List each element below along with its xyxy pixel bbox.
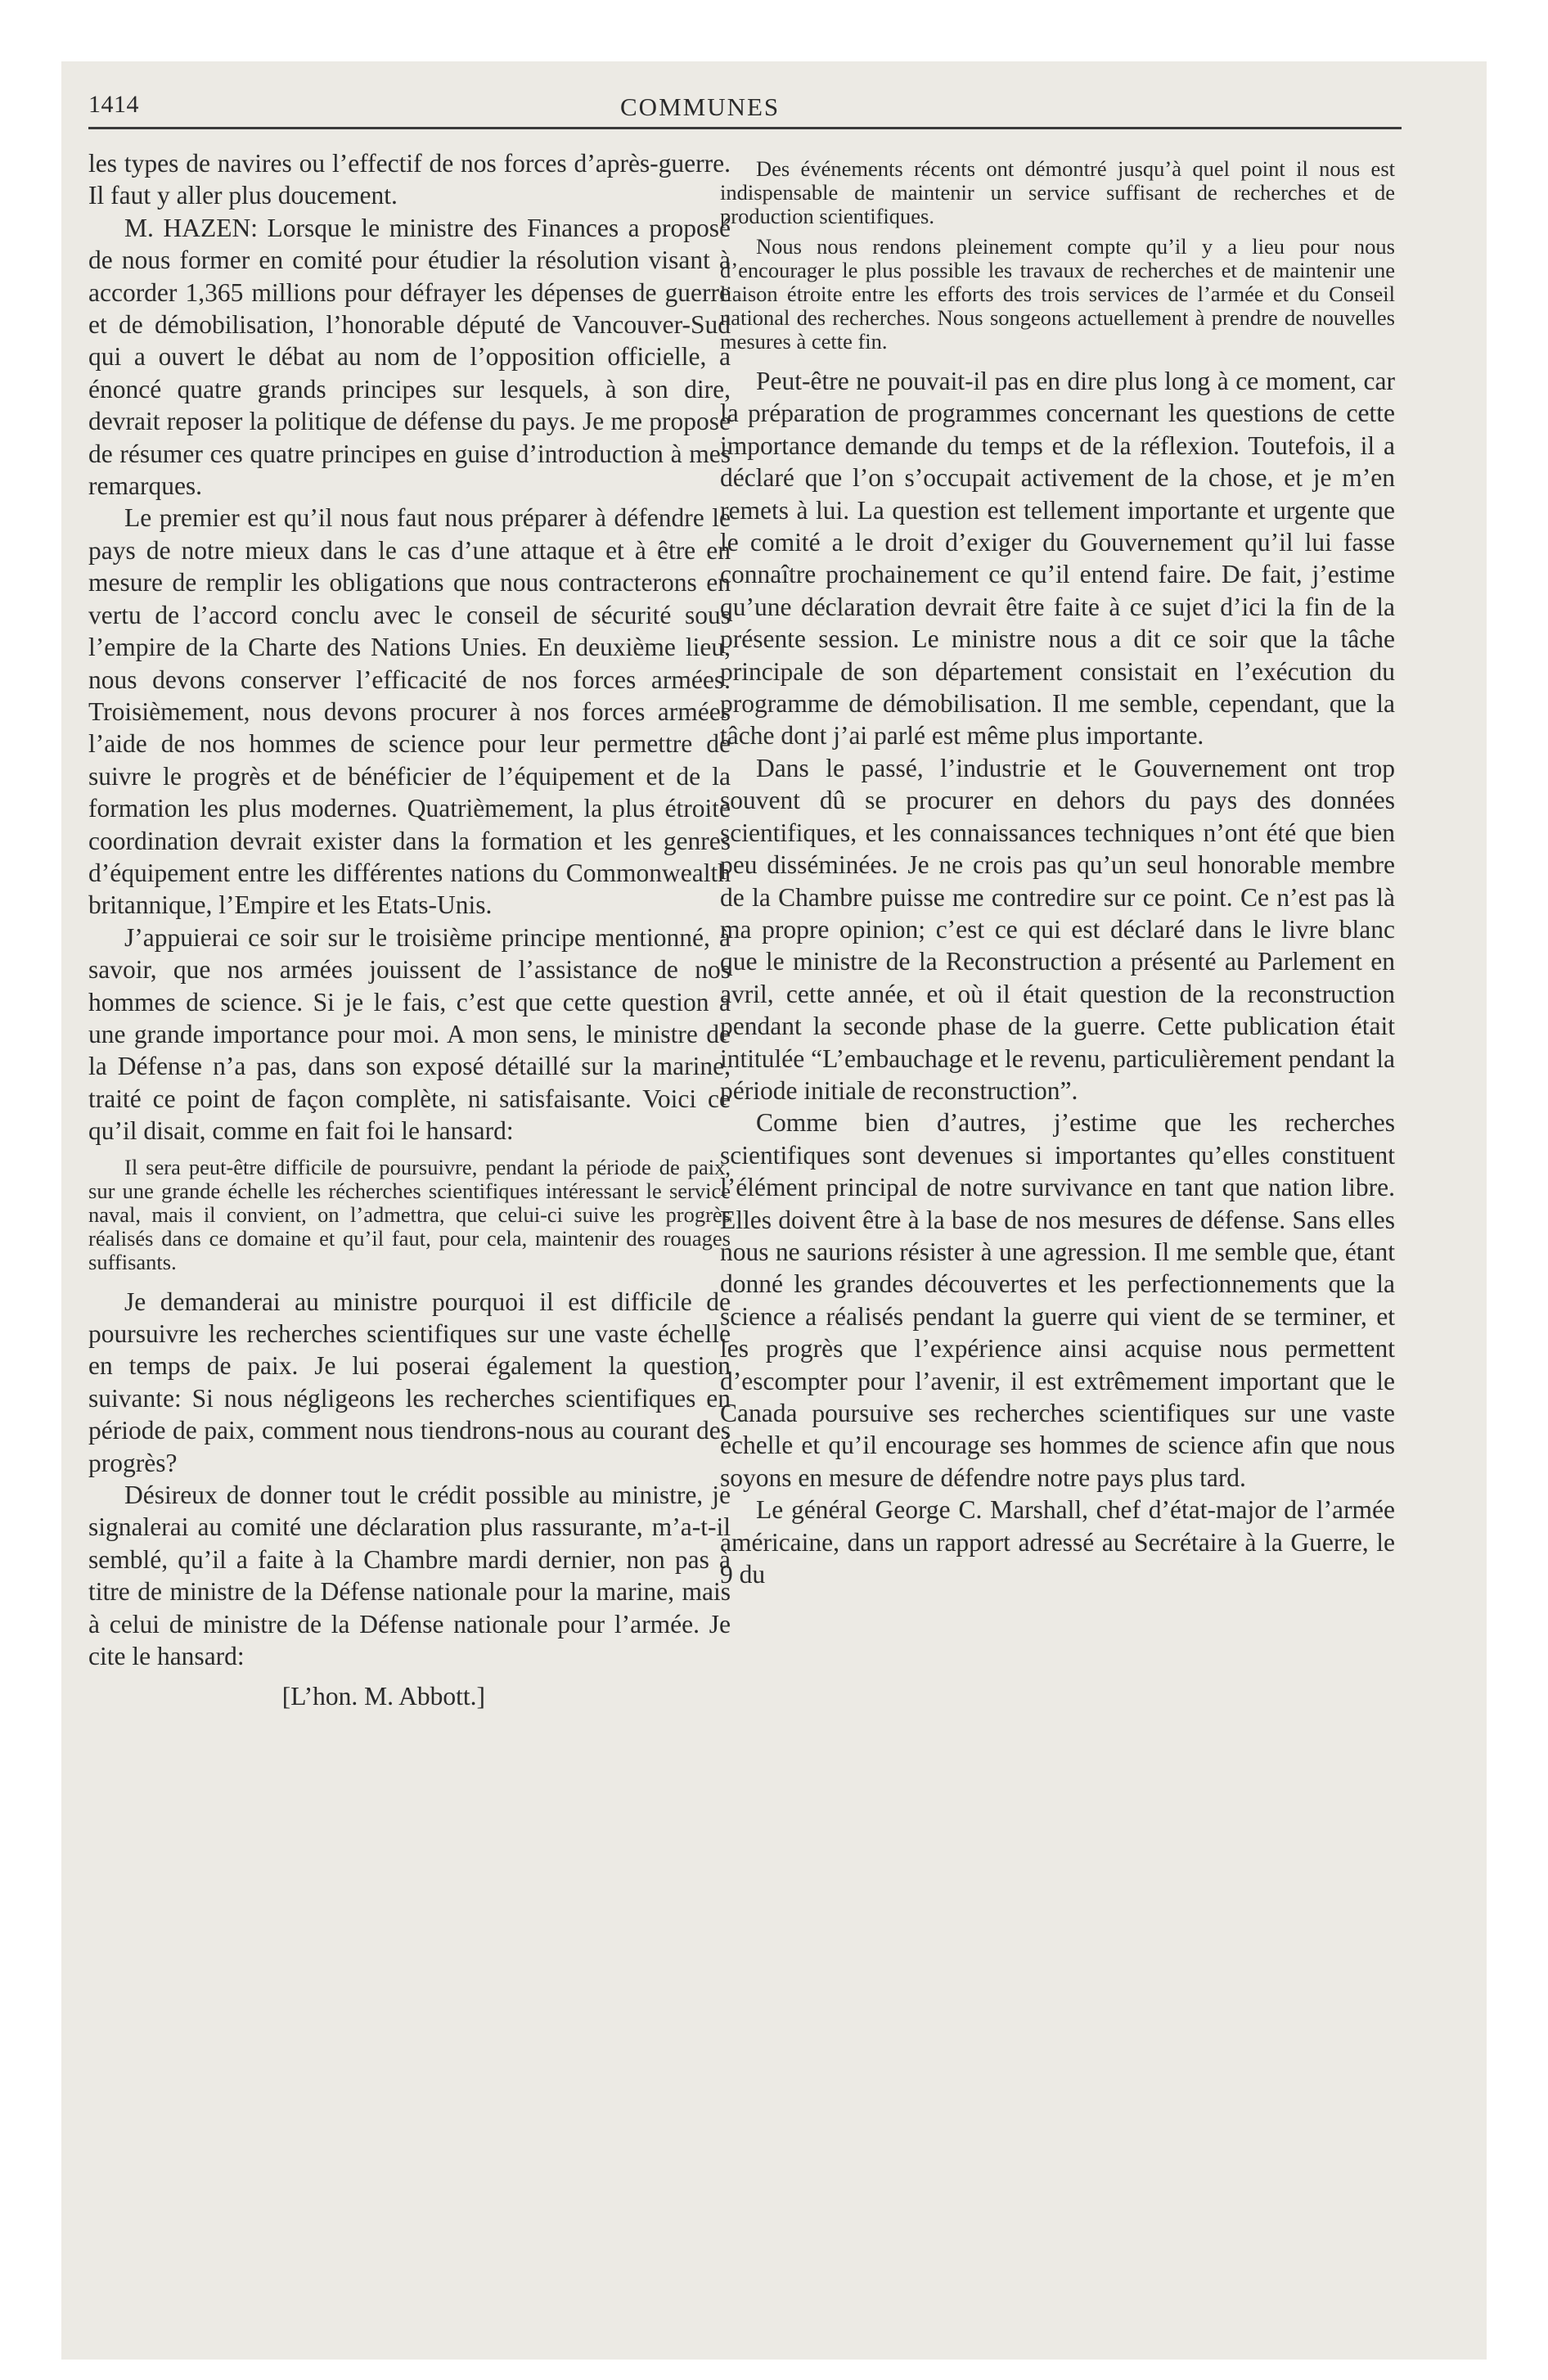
left-column [88, 147, 731, 1713]
page-number: 1414 [88, 91, 139, 118]
paragraph: Dans le passé, l’industrie et le Gouvernement ont trop souvent dû se procurer en dehors du pays des données scientifiques, et les connaissances techniques n’ont été que bien peu disséminées. Je ne crois pas qu’un seul honorable membre de la Chambre puisse me contredire sur ce point. Ce n’est pas là ma propre opinion; c’est ce qui est déclaré dans le livre blanc que le ministre de la Reconstruction a présenté au Parlement en avril, cette année, et où il était question de la reconstruction pendant la seconde phase de la guerre. Cette publication était intitulée “L’embauchage et le revenu, particulièrement pendant la période initiale de reconstruction”. [720, 753, 1395, 1105]
paragraph: Le premier est qu’il nous faut nous préparer à défendre le pays de notre mieux dans le cas d’une attaque et à être en mesure de remplir les obligations que nous contracterons en vertu de l’accord conclu avec le conseil de sécurité sous l’empire de la Charte des Nations Unies. En deuxième lieu, nous devons conserver l’efficacité de nos forces armées. Troisièmement, nous devons procurer à nos forces armées l’aide de nos hommes de science pour leur permettre de suivre le progrès et de bénéficier de l’équipement et de la formation les plus modernes. Quatrièmement, la plus étroite coordination devrait exister dans la formation et les genres d’équipement entre les différentes nations du Commonwealth britannique, l’Empire et les Etats-Unis. [88, 503, 731, 920]
block-quote: Des événements récents ont démontré jusqu’à quel point il nous est indispensable de maintenir un service suffisant de recherches et de production scientifiques. [720, 156, 1395, 228]
paragraph: Peut-être ne pouvait-il pas en dire plus long à ce moment, car la préparation de programmes concernant les questions de cette importance demande du temps et de la réflexion. Toutefois, il a déclaré que l’on s’occupait activement de la chose, et je m’en remets à lui. La question est tellement importante et urgente que le comité a le droit d’exiger du Gouvernement qu’il lui fasse connaître prochainement ce qu’il entend faire. De fait, j’estime qu’une déclaration devrait être faite à ce sujet d’ici la fin de la présente session. Le ministre nous a dit ce soir que la tâche principale de son département consistait en l’exécution du programme de démobilisation. Il me semble, cependant, que la tâche dont j’ai parlé est même plus importante. [720, 367, 1395, 751]
paragraph: les types de navires ou l’effectif de nos forces d’après-guerre. Il faut y aller plus doucement. [88, 149, 731, 210]
paragraph: Désireux de donner tout le crédit possible au ministre, je signalerai au comité une déclaration plus rassurante, m’a-t-il semblé, qu’il a faite à la Chambre mardi dernier, non pas à titre de ministre de la Défense nationale pour la marine, mais à celui de ministre de la Défense nationale pour l’armée. Je cite le hansard: [88, 1481, 731, 1671]
right-column [720, 147, 1395, 1590]
block-quote: Il sera peut-être difficile de poursuivre, pendant la période de paix, sur une grande échelle les récherches scientifiques intéressant le service naval, mais il convient, on l’admettra, que celui-ci suive les progrès réalisés dans ce domaine et qu’il faut, pour cela, maintenir des rouages suffisants. [88, 1154, 731, 1274]
header-rule [88, 127, 1402, 129]
block-quote: Nous nous rendons pleinement compte qu’il y a lieu pour nous d’encourager le plus possible les travaux de recherches et de maintenir une liaison étroite entre les efforts des trois services de l’armée et du Conseil national des recherches. Nous songeons actuellement à prendre de nouvelles mesures à cette fin. [720, 234, 1395, 354]
running-head: COMMUNES [620, 92, 781, 121]
paragraph: Je demanderai au ministre pourquoi il est difficile de poursuivre les recherches scientifiques sur une vaste échelle en temps de paix. Je lui poserai également la question suivante: Si nous négligeons les recherches scientifiques en période de paix, comment nous tiendrons-nous au courant des progrès? [88, 1287, 731, 1477]
speaker-note: [L’hon. M. Abbott.] [281, 1682, 485, 1711]
paragraph: M. HAZEN: Lorsque le ministre des Finances a proposé de nous former en comité pour étudier la résolution visant à accorder 1,365 millions pour défrayer les dépenses de guerre et de démobilisation, l’honorable député de Vancouver-Sud qui a ouvert le débat au nom de l’opposition officielle, a énoncé quatre grands principes sur lesquels, à son dire, devrait reposer la politique de défense du pays. Je me propose de résumer ces quatre principes en guise d’introduction à mes remarques. [88, 213, 731, 501]
paragraph: J’appuierai ce soir sur le troisième principe mentionné, à savoir, que nos armées jouissent de l’assistance de nos hommes de science. Si je le fais, c’est que cette question a une grande importance pour moi. A mon sens, le ministre de la Défense n’a pas, dans son exposé détaillé sur la marine, traité ce point de façon complète, ni satisfaisante. Voici ce qu’il disait, comme en fait foi le hansard: [88, 922, 731, 1146]
paragraph: Comme bien d’autres, j’estime que les recherches scientifiques sont devenues si importantes qu’elles constituent l’élément principal de notre survivance en tant que nation libre. Elles doivent être à la base de nos mesures de défense. Sans elles nous ne saurions résister à une agression. Il me semble que, étant donné les grandes découvertes et les perfectionnements que la science a réalisés pendant la guerre qui vient de se terminer, et les progrès que l’expérience ainsi acquise nous permettent d’escompter pour l’avenir, il est extrêmement important que le Canada poursuive ses recherches scientifiques sur une vaste échelle et qu’il encourage ses hommes de science afin que nous soyons en mesure de défendre notre pays plus tard. [720, 1108, 1395, 1492]
paragraph: Le général George C. Marshall, chef d’état-major de l’armée américaine, dans un rapport adressé au Secrétaire à la Guerre, le 9 du [720, 1495, 1395, 1589]
page-header [88, 78, 1402, 127]
